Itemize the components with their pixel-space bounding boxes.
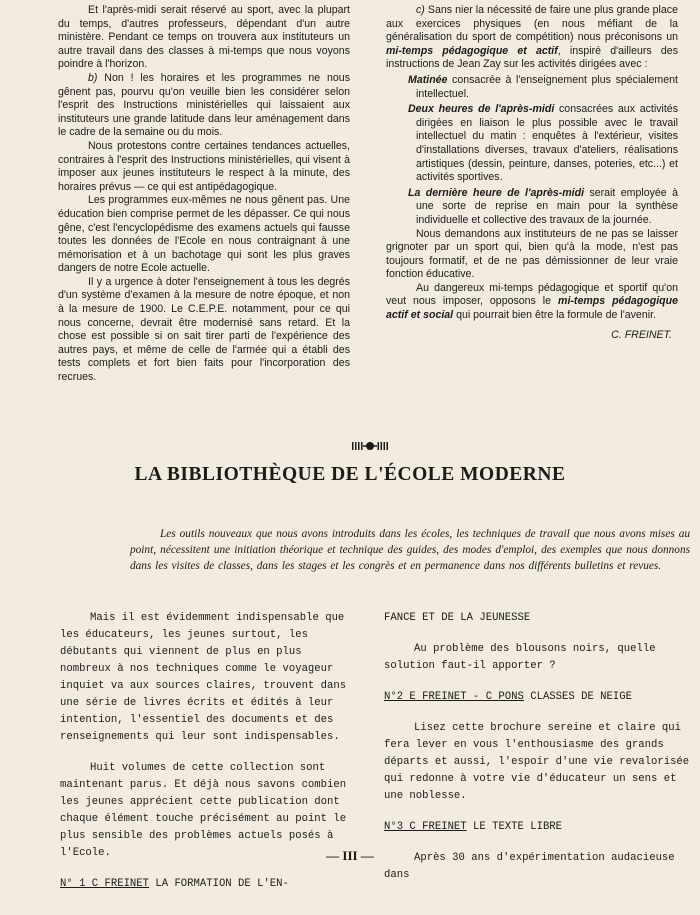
- item-text: serait employée à une sorte de reprise en main pour la synthèse individuelle et collective des travaux de la journée.: [416, 186, 678, 226]
- item-label: Deux heures de l'après-midi: [408, 103, 555, 116]
- list-marker: b): [88, 71, 98, 84]
- item-label: Matinée: [408, 73, 448, 86]
- ornament-divider-icon: [352, 441, 388, 451]
- section-title: LA BIBLIOTHÈQUE DE L'ÉCOLE MODERNE: [134, 464, 566, 485]
- paragraph: Il y a urgence à doter l'enseignement à tous les degrés d'un système d'examen à la mesure de notre époque, et non à la mesure de 1900. Le C.E.P.E. notamment, pour ce qui nous concerne, devrait être modernisé sans retard. Et la chose est possible si on sait tirer parti de l'expérience des autres pays, et même de celle de l'armée qui a établi des tests complets et fort bien faits pour l'incorporation des recrues.: [58, 275, 350, 384]
- signature: C. FREINET.: [611, 328, 672, 341]
- paragraph-text: qui pourrait bien être la formule de l'avenir.: [453, 309, 656, 322]
- paragraph-b: [58, 72, 350, 140]
- paragraph: Mais il est évidemment indispensable que les éducateurs, les jeunes surtout, les débutants qui viennent de plus en plus nombreux à nos techniques comme le voyageur inquiet va aux sources claires, trouvent dans une série de livres écrits et édités à leur intention, l'essentiel des documents et des renseignements qui leur sont indispensables.: [60, 612, 347, 743]
- paragraph: Et l'après-midi serait réservé au sport, avec la plupart du temps, d'autres professeurs, dépendant d'un autre ministère. Pendant ce temps on trouvera aux instituteurs un autre travail dans des classes à mi-temps que nous voyons poindre à l'horizon.: [58, 4, 350, 71]
- paragraph: Au problème des blousons noirs, quelle solution faut-il apporter ?: [384, 643, 656, 672]
- paragraph-c: [386, 4, 678, 72]
- page-number: — III —: [326, 848, 374, 863]
- list-item: [386, 103, 678, 185]
- volume-heading: [384, 819, 694, 836]
- paragraph: Après 30 ans d'expérimentation audacieuse dans: [384, 852, 675, 881]
- volume-title: LE TEXTE LIBRE: [473, 821, 563, 833]
- intro-text: Les outils nouveaux que nous avons introduits dans les écoles, les techniques de travail que nous avons mises au point, nécessitent une initiation théorique et technique des guides, des modes d'emploi, des exemples que nous donnons dans les visites de classes, dans les stages et les congrès et en permanence dans nos différents bulletins et revues.: [130, 528, 690, 572]
- emphasis: mi-temps pédagogique et actif: [386, 44, 558, 57]
- volume-heading: [60, 876, 350, 893]
- item-text: consacrée à l'enseignement plus spécialement intellectuel.: [416, 73, 678, 100]
- emphasis: mi-temps pédagogique actif et social: [386, 295, 678, 322]
- list-marker: c): [416, 4, 425, 16]
- paragraph: Les programmes eux-mêmes ne nous gênent pas. Une éducation bien comprise permet de les dépasser. Ce qui nous gêne, c'est l'encyclopédisme des examens actuels qui fausse toutes les données de l'Ecole en nous contraignant à une mémorisation et à un bachotage qui sont les plus graves dangers de notre Ecole actuelle.: [58, 194, 350, 275]
- volume-title: CLASSES DE NEIGE: [530, 691, 632, 703]
- paragraph-text: Au dangereux mi-temps pédagogique et sportif qu'on veut nous imposer, opposons le: [386, 281, 678, 308]
- volume-heading: [384, 689, 694, 706]
- paragraph-text: Non ! les horaires et les programmes ne nous gênent pas, pourvu qu'on veuille bien les considérer selon l'esprit des Instructions ministérielles qui laissaient aux instituteurs une grande latitude dans leur aménagement dans le cadre de la semaine ou du mois.: [58, 71, 350, 139]
- paragraph-text: Sans nier la nécessité de faire une plus grande place aux exercices physiques (en nous méfiant de la généralisation du sport de compétition) nous préconisons un: [386, 4, 678, 44]
- upper-left-column: [58, 4, 350, 385]
- paragraph: Huit volumes de cette collection sont maintenant parus. Et déjà nous savons combien les jeunes apprécient cette publication dont chaque élément touche précisément au point le plus sensible des problèmes actuels posés à l'Ecole.: [60, 762, 347, 859]
- item-text: consacrées aux activités dirigées en liaison le plus possible avec le travail intellectuel du matin : enquêtes à l'extérieur, visites d'installations diverses, travaux d'ateliers, réalisations artistiques (dessin, peinture, danses, poteries, etc...) et activités sportives.: [416, 103, 679, 184]
- paragraph: Nous protestons contre certaines tendances actuelles, contraires à l'esprit des Instructions ministérielles, qui visent à imposer aux jeunes instituteurs le respect à la minute, des horaires prévus — ce qui est antipédagogique.: [58, 139, 350, 193]
- upper-right-column: [386, 4, 678, 342]
- volume-title-continued: FANCE ET DE LA JEUNESSE: [384, 612, 531, 624]
- volume-number: N° 1 C FREINET: [60, 878, 150, 890]
- intro-paragraph: [130, 526, 690, 574]
- volume-number: N°2 E FREINET - C PONS: [384, 691, 524, 703]
- lower-right-column: [384, 610, 694, 884]
- paragraph: Lisez cette brochure sereine et claire qui fera lever en vous l'enthousiasme des grands départs et aussi, l'espoir d'une vie revalorisée qui redonne à votre vie d'éducateur un sens et une noblesse.: [384, 722, 690, 802]
- paragraph: [386, 282, 678, 323]
- volume-number: N°3 C FREINET: [384, 821, 467, 833]
- paragraph: Nous demandons aux instituteurs de ne pas se laisser grignoter par un sport qui, bien qu'à la mode, n'est pas toujours formatif, et de ne pas démissionner de leur vraie fonction éducative.: [386, 227, 678, 281]
- item-label: La dernière heure de l'après-midi: [408, 186, 585, 199]
- paragraph-text: , inspiré d'ailleurs des instructions de Jean Zay sur les activités dirigées avec :: [386, 44, 678, 71]
- list-item: [386, 187, 678, 228]
- volume-title: LA FORMATION DE L'EN-: [155, 878, 289, 890]
- list-item: [386, 74, 678, 101]
